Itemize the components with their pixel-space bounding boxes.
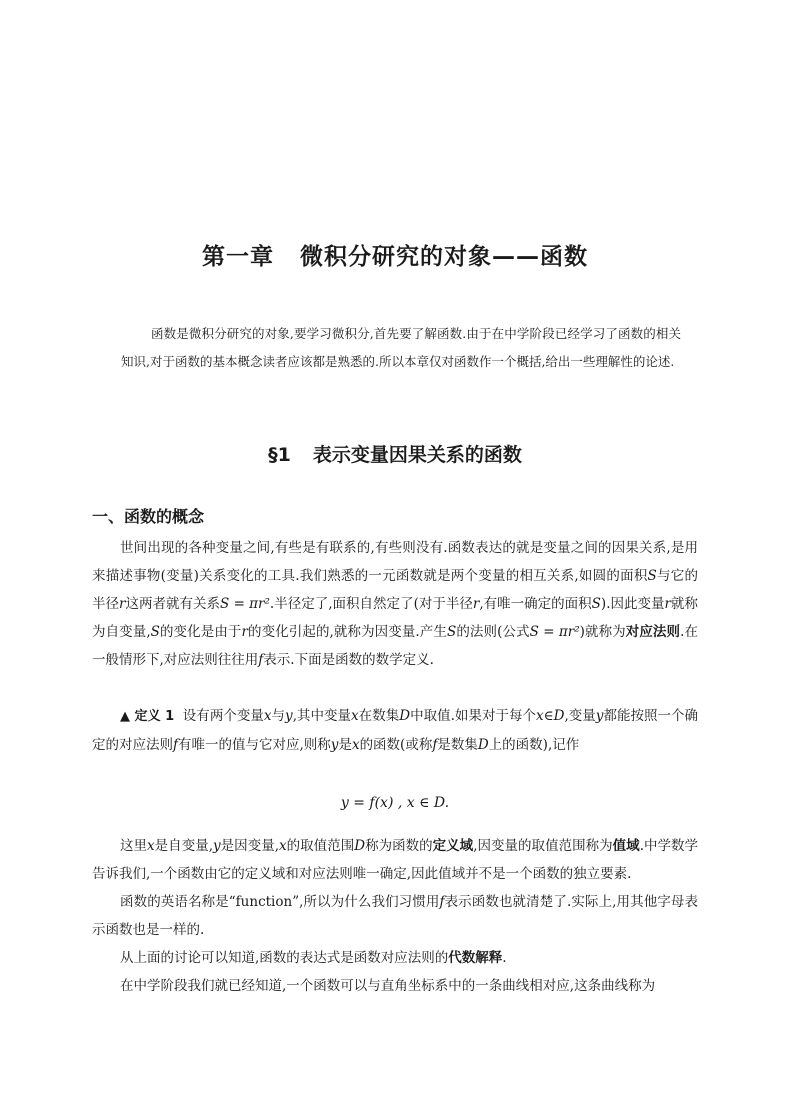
term-correspondence-rule: 对应法则 [625, 624, 681, 640]
chapter-title [0, 238, 790, 271]
paragraph-domain-range: 这里x是自变量,y是因变量,x的取值范围D称为函数的定义域,因变量的取值范围称为值域.中学数学告诉我们,一个函数由它的定义域和对应法则唯一确定,因此值域并不是一个函数的独立要素. [92, 838, 699, 882]
paragraph-curve: 在中学阶段我们就已经知道,一个函数可以与直角坐标系中的一条曲线相对应,这条曲线称为 [120, 978, 656, 994]
paragraph-algebraic: 从上面的讨论可以知道,函数的表达式是函数对应法则的代数解释. [120, 950, 507, 966]
explanation-block [92, 832, 698, 1000]
chapter-name: 微积分研究的对象——函数 [300, 244, 588, 270]
chapter-abstract [121, 320, 681, 376]
abstract-text: 函数是微积分研究的对象,要学习微积分,首先要了解函数.由于在中学阶段已经学习了函数的相关知识,对于函数的基本概念读者应该都是熟悉的.所以本章仅对函数作一个概括,给出一些理解性的论述. [121, 326, 681, 369]
term-domain: 定义域 [432, 838, 474, 854]
term-algebraic-interpretation: 代数解释 [448, 950, 503, 966]
subsection-heading: 一、函数的概念 [92, 507, 205, 526]
term-range: 值域 [612, 838, 640, 854]
function-formula: y = f(x) , x ∈ D. [340, 795, 450, 811]
definition-text: ▲ 定义 1 设有两个变量x与y,其中变量x在数集D中取值.如果对于每个x∈D,变量y都能按照一个确定的对应法则f有唯一的值与它对应,则称y是x的函数(或称f是数集D上的函数),记作 [92, 708, 699, 753]
paragraph-function-english: 函数的英语名称是“function”,所以为什么我们习惯用f表示函数也就清楚了.实际上,用其他字母表示函数也是一样的. [92, 894, 698, 938]
chapter-label: 第一章 [202, 244, 274, 270]
definition-label: ▲ 定义 1 [120, 709, 175, 724]
paragraph-function-intro: 世间出现的各种变量之间,有些是有联系的,有些则没有.函数表达的就是变量之间的因果关系,是用来描述事物(变量)关系变化的工具.我们熟悉的一元函数就是两个变量的相互关系,如圆的面积S与它的半径r这两者就有关系S = πr².半径定了,面积自然定了(对于半径r,有唯一确定的面积S).因此变量r就称为自变量,S的变化是由于r的变化引起的,就称为因变量.产生S的法则(公式S = πr²)就称为对应法则.在一般情形下,对应法则往往用f表示.下面是函数的数学定义. [92, 540, 698, 668]
section-number: §1 [268, 444, 291, 466]
intro-paragraph-block [92, 534, 698, 674]
definition-1 [92, 702, 698, 759]
section-name: 表示变量因果关系的函数 [312, 444, 522, 466]
section-title [0, 440, 790, 467]
